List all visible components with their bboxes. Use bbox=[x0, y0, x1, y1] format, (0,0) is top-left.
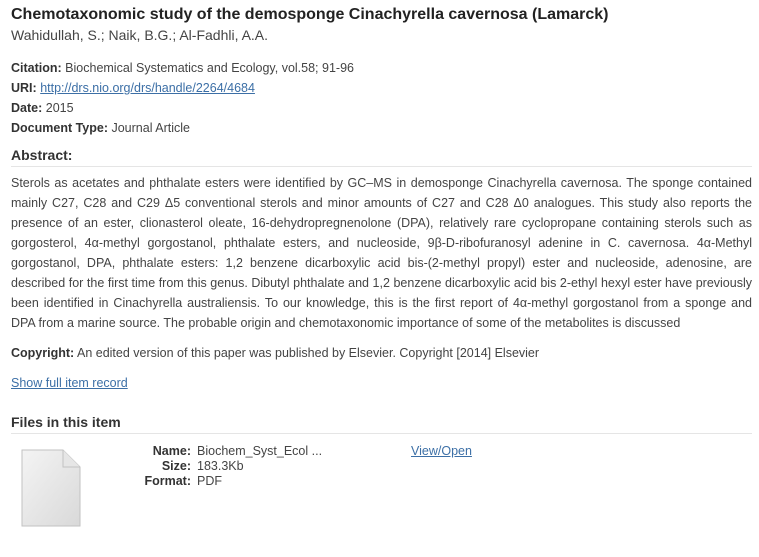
citation-label: Citation: bbox=[11, 61, 62, 75]
file-details bbox=[121, 444, 322, 489]
show-full-record-link[interactable]: Show full item record bbox=[11, 376, 128, 390]
file-format-row bbox=[121, 474, 322, 489]
file-name-value: Biochem_Syst_Ecol ... bbox=[197, 444, 323, 458]
doctype-row bbox=[11, 118, 752, 138]
item-title: Chemotaxonomic study of the demosponge Cinachyrella cavernosa (Lamarck) bbox=[11, 6, 609, 23]
date-label: Date: bbox=[11, 101, 43, 115]
uri-link[interactable]: http://drs.nio.org/drs/handle/2264/4684 bbox=[40, 81, 255, 95]
date-row bbox=[11, 98, 752, 118]
metadata-list bbox=[11, 58, 752, 138]
doctype-label: Document Type: bbox=[11, 121, 108, 135]
abstract-heading: Abstract: bbox=[11, 146, 752, 167]
view-open-link[interactable]: View/Open bbox=[411, 444, 472, 458]
date-value: 2015 bbox=[45, 101, 74, 115]
file-size-row bbox=[121, 459, 322, 474]
uri-row bbox=[11, 78, 752, 98]
citation-row bbox=[11, 58, 752, 78]
file-entry bbox=[11, 444, 752, 544]
show-full-row bbox=[11, 373, 752, 393]
file-size-label: Size: bbox=[161, 459, 191, 473]
abstract-text: Sterols as acetates and phthalate esters were identified by GC–MS in demosponge Cinachyrella cavernosa. The sponge contained mainly C27, C28 and C29 Δ5 conventional sterols and minor amounts of C27 and C28 Δ0 analogues. This study also reports the presence of an ester, clionasterol oleate, 16-dehydropregnenolone (DPA), relatively rare cyclopropane containing sterols such as gorgosterol, 4α-methyl gorgostanol, phthalate esters, and nucleoside, 9β-D-ribofuranosyl adenine in C. cavernosa. 4α-Methyl gorgostanol, DPA, phthalate esters: 1,2 benzene dicarboxylic acid bis-(2-methyl propyl) ester and nucleoside, adenosine, are described for the first time from this genus. Dibutyl phthalate and 1,2 benzene dicarboxylic acid bis 2-ethyl hexyl ester have previously been identified in Cinachyrella australiensis. To our knowledge, this is the first report of 4α-methyl gorgostanol from a sponge and DPA from a marine source. The probable origin and chemotaxonomic importance of some of the metabolites is discussed bbox=[11, 176, 752, 330]
file-name-label: Name: bbox=[152, 444, 191, 458]
doctype-value: Journal Article bbox=[111, 121, 190, 135]
citation-value: Biochemical Systematics and Ecology, vol.58; 91-96 bbox=[65, 61, 354, 75]
copyright-label: Copyright: bbox=[11, 346, 75, 360]
file-format-value: PDF bbox=[197, 474, 222, 488]
file-format-label: Format: bbox=[144, 474, 191, 488]
file-name-row bbox=[121, 444, 322, 459]
copyright-value: An edited version of this paper was published by Elsevier. Copyright [2014] Elsevier bbox=[76, 346, 540, 360]
file-size-value: 183.3Kb bbox=[197, 459, 244, 473]
uri-label: URI: bbox=[11, 81, 37, 95]
item-authors: Wahidullah, S.; Naik, B.G.; Al-Fadhli, A.A. bbox=[11, 27, 269, 43]
file-icon[interactable] bbox=[19, 448, 83, 528]
files-heading: Files in this item bbox=[11, 413, 752, 434]
copyright-row bbox=[11, 343, 752, 363]
